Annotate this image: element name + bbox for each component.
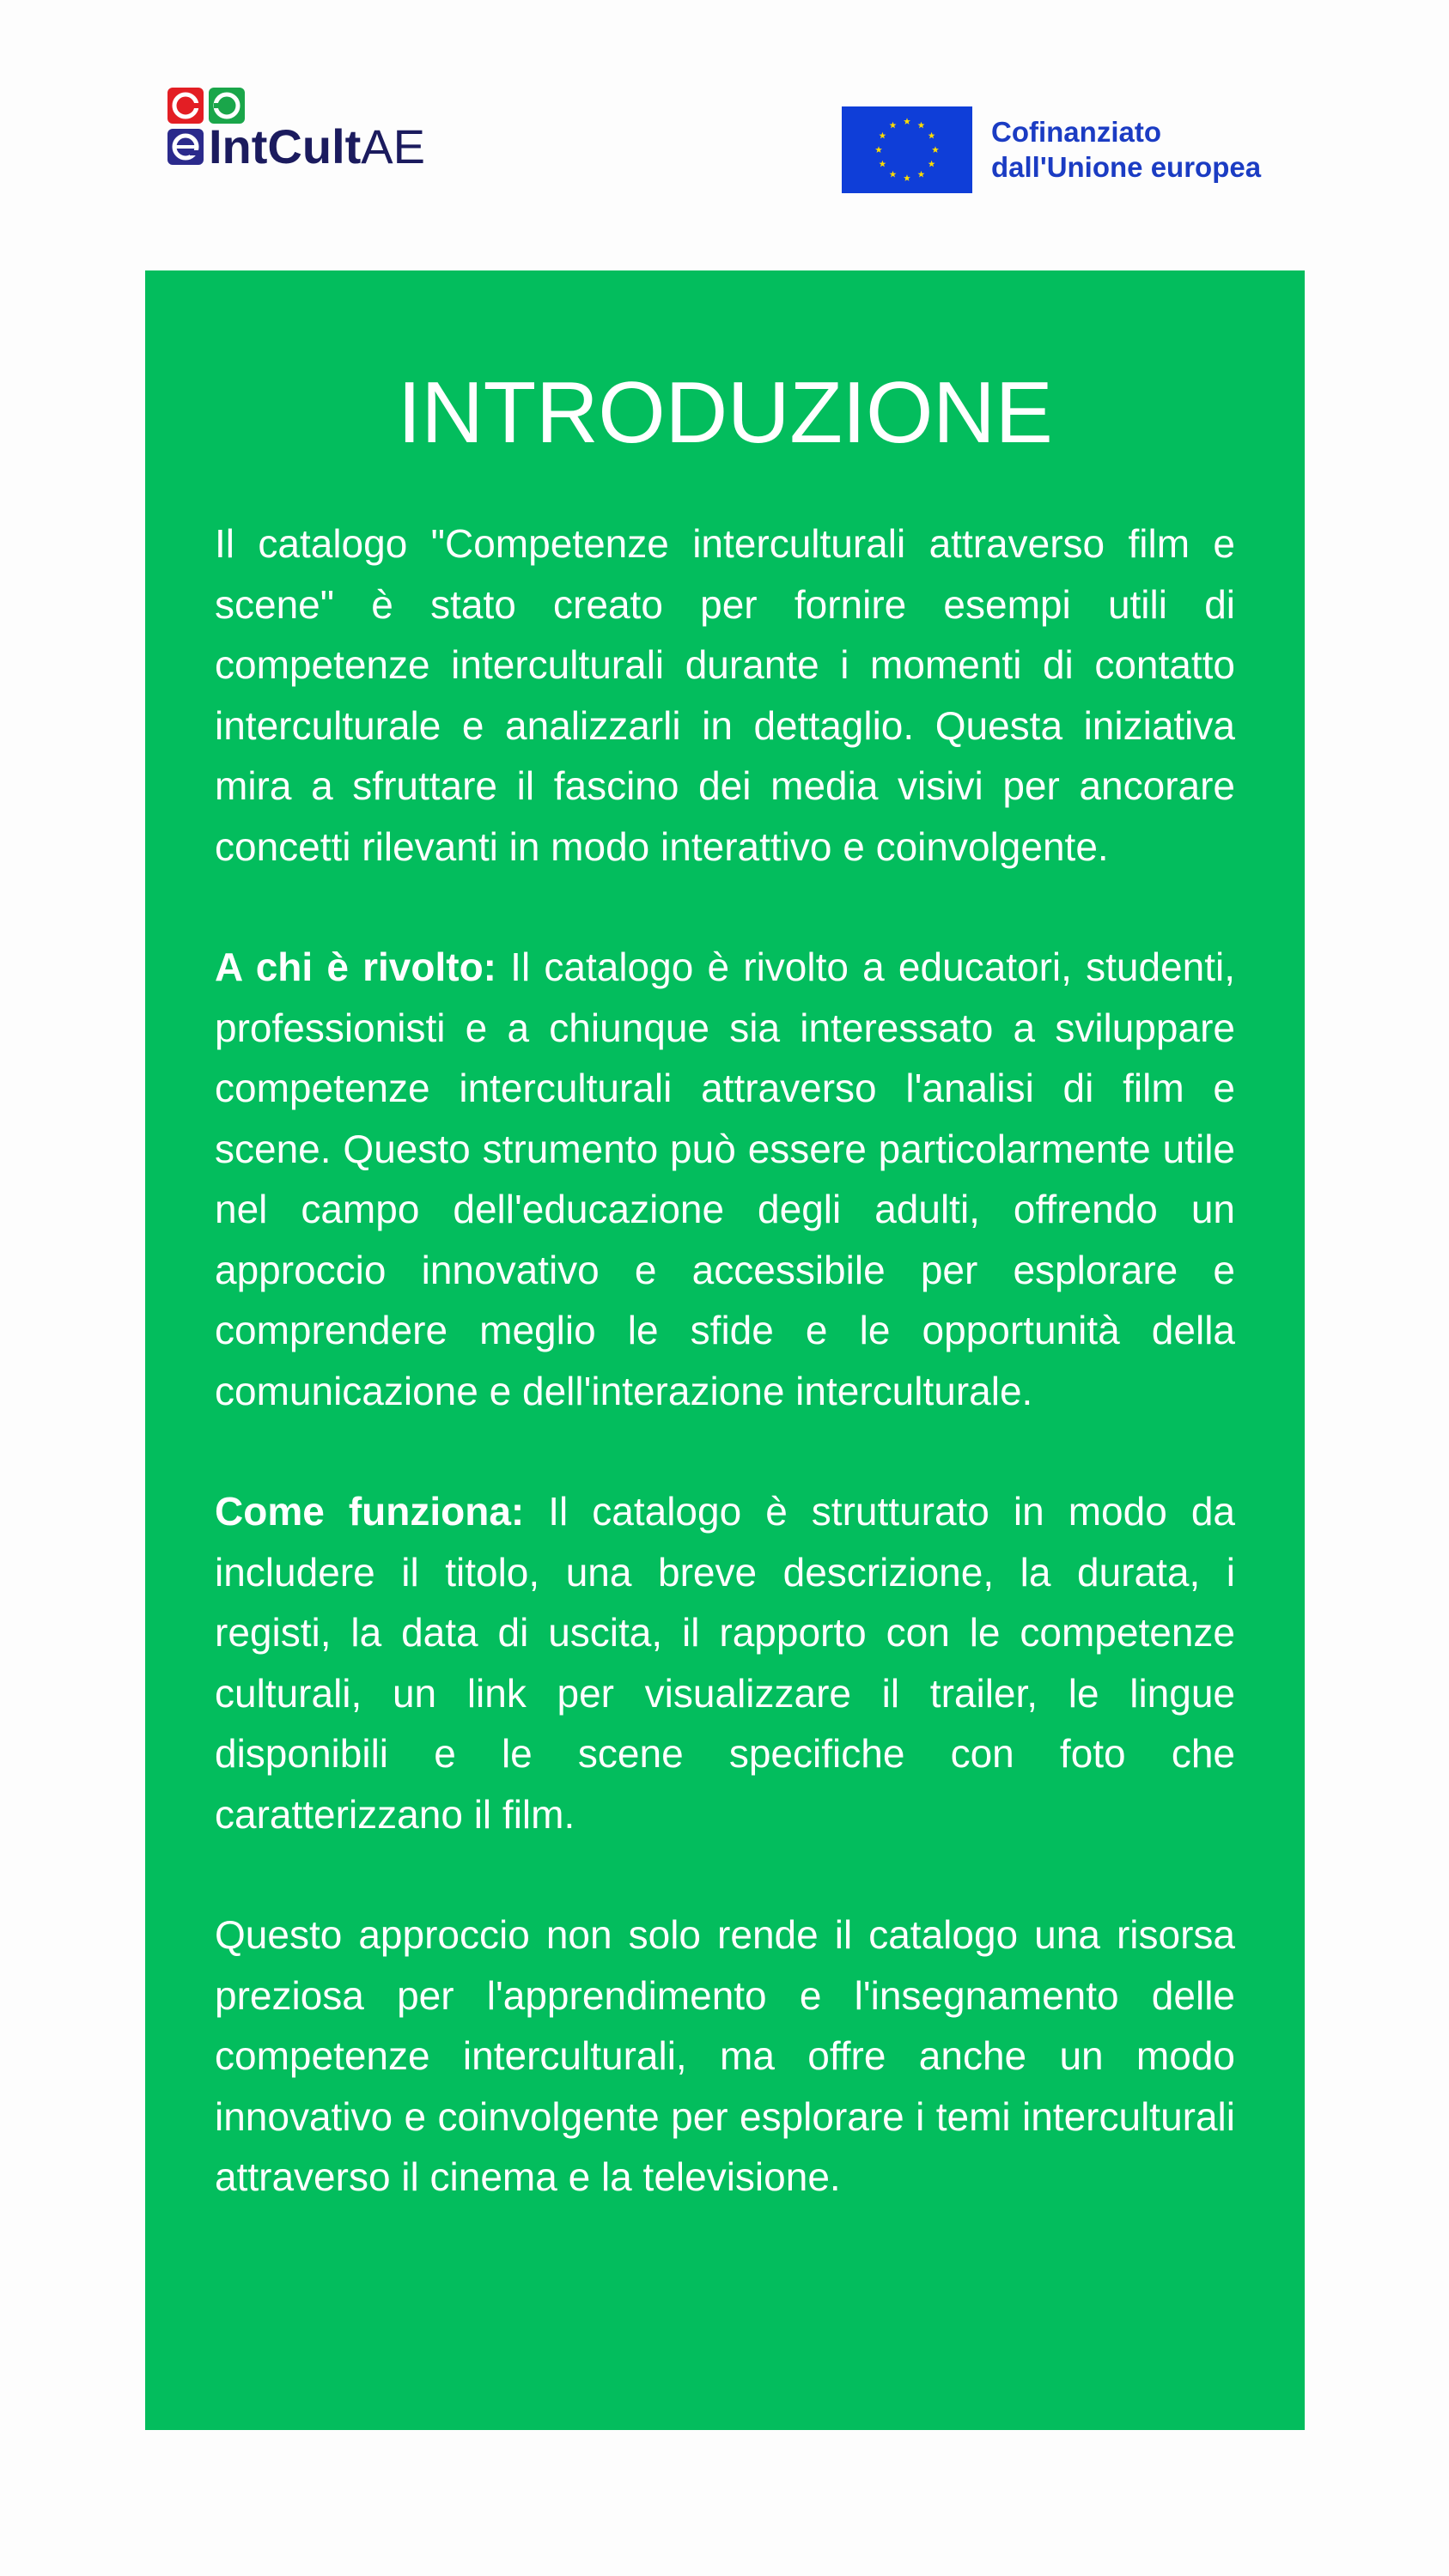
eu-text-line2: dall'Unione europea [991,151,1262,183]
audience-text: Il catalogo è rivolto a educatori, studenti, professionisti e a chiunque sia interessato a sviluppare competenze interculturali attraverso l'analisi di film e scene. Questo strumento può essere particolarmente utile nel campo dell'educazione degli adulti, offrendo un approccio innovativo e accessibile per esplorare e comprendere meglio le sfide e le opportunità della comunicazione e dell'interazione interculturale. [215,945,1235,1413]
how-it-works-text: Il catalogo è strutturato in modo da includere il titolo, una breve descrizione, la durata, i registi, la data di uscita, il rapporto con le competenze culturali, un link per visualizzare il trailer, le lingue disponibili e le scene specifiche con foto che caratterizzano il film. [215,1489,1235,1837]
audience-label: A chi è rivolto: [215,945,496,989]
how-it-works-label: Come funziona: [215,1489,525,1534]
conclusion-paragraph: Questo approccio non solo rende il catalogo una risorsa preziosa per l'apprendimento e l'insegnamento delle competenze interculturali, ma offre anche un modo innovativo e coinvolgente per esplorare i temi interculturali attraverso il cinema e la televisione. [215,1912,1235,2199]
logo-wordmark: IntCultAE [209,119,425,173]
introduction-panel [145,270,1305,2430]
eu-text-line1: Cofinanziato [991,116,1161,148]
eu-flag-icon [842,106,972,193]
audience-paragraph [215,937,1235,1421]
intcultae-logo-graphic [166,86,425,182]
page-title: INTRODUZIONE [397,365,1053,461]
how-it-works-paragraph [215,1481,1235,1844]
intcultae-logo [166,86,425,182]
eu-cofunded-logo [842,94,1323,204]
eu-cofunded-text [991,114,1261,185]
intro-paragraph: Il catalogo "Competenze interculturali attraverso film e scene" è stato creato per fornire esempi utili di competenze interculturali durante i momenti di contatto interculturale e analizzarli in dettaglio. Questa iniziativa mira a sfruttare il fascino dei media visivi per ancorare concetti rilevanti in modo interattivo e coinvolgente. [215,521,1235,869]
